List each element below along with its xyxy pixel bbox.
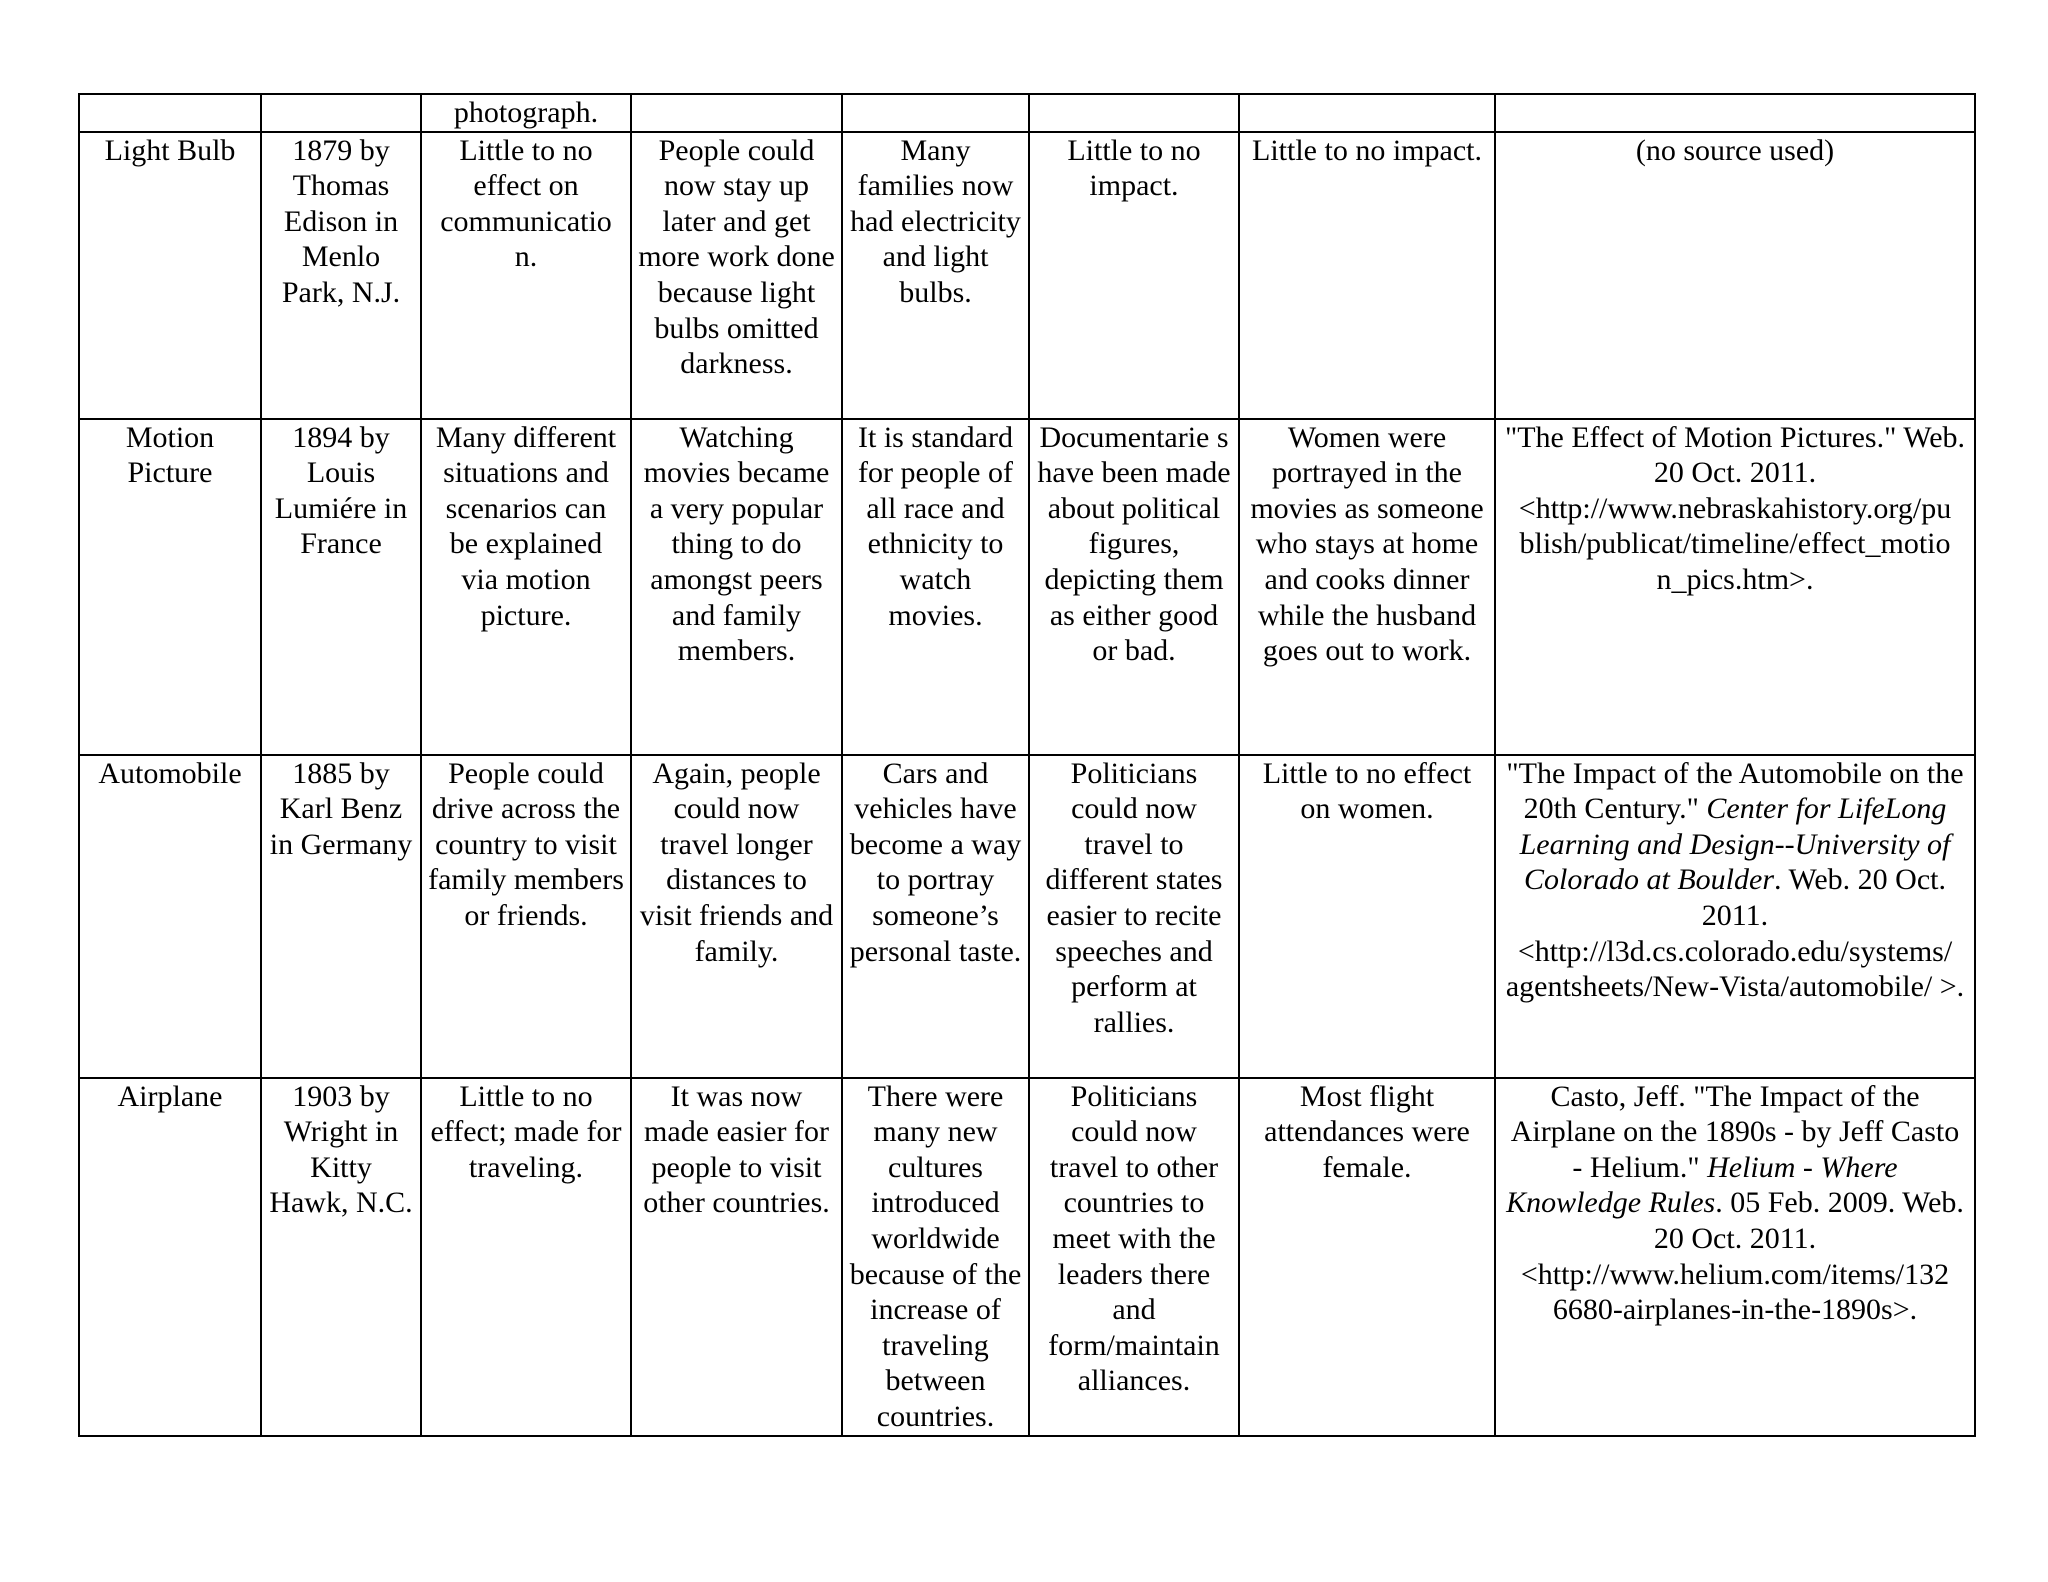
source-title-italic: Center for LifeLong Learning and Design--University of Colorado at Boulder [1519, 792, 1951, 897]
table-cell [79, 94, 261, 132]
source-text: Casto, Jeff. "The Impact of the Airplane on the 1890s - by Jeff Casto - Helium." [1510, 1079, 1960, 1184]
table-cell: It was now made easier for people to visit other countries. [631, 1078, 842, 1436]
table-cell: Politicians could now travel to different states easier to recite speeches and perform at rallies. [1029, 755, 1239, 1078]
table-cell: Documentarie s have been made about political figures, depicting them as either good or bad. [1029, 419, 1239, 755]
invention-name-cell: Light Bulb [79, 132, 261, 419]
table-cell: Little to no impact. [1239, 132, 1495, 419]
invention-name-cell: Automobile [79, 755, 261, 1078]
table-cell: Again, people could now travel longer distances to visit friends and family. [631, 755, 842, 1078]
source-text: . Web. 20 Oct. 2011. <http://l3d.cs.colorado.edu/systems/ agentsheets/New-Vista/automobile/ >. [1505, 863, 1965, 1004]
source-citation [1502, 756, 1968, 1005]
table-row [79, 419, 1975, 755]
table-cell: Little to no effect on communicatio n. [421, 132, 631, 419]
table-cell: photograph. [421, 94, 631, 132]
source-title-italic: Helium - Where Knowledge Rules [1506, 1150, 1898, 1220]
source-cell: "The Effect of Motion Pictures." Web. 20 Oct. 2011. <http://www.nebraskahistory.org/pu blish/publicat/timeline/effect_motio n_pics.htm>. [1495, 419, 1975, 755]
table-cell: People could now stay up later and get more work done because light bulbs omitted darkness. [631, 132, 842, 419]
table-cell: Little to no effect; made for traveling. [421, 1078, 631, 1436]
table-cell [1239, 94, 1495, 132]
invented-by-cell: 1903 by Wright in Kitty Hawk, N.C. [261, 1078, 421, 1436]
table-cell [261, 94, 421, 132]
table-row [79, 1078, 1975, 1436]
table-cell: There were many new cultures introduced worldwide because of the increase of traveling between countries. [842, 1078, 1029, 1436]
table-cell: Cars and vehicles have become a way to portray someone’s personal taste. [842, 755, 1029, 1078]
table-cell: Little to no effect on women. [1239, 755, 1495, 1078]
table-cell: Watching movies became a very popular thing to do amongst peers and family members. [631, 419, 842, 755]
source-cell [1495, 755, 1975, 1078]
table-row [79, 94, 1975, 132]
table-cell: Many families now had electricity and light bulbs. [842, 132, 1029, 419]
source-cell: (no source used) [1495, 132, 1975, 419]
source-citation [1502, 1079, 1968, 1328]
invention-name-cell: Airplane [79, 1078, 261, 1436]
source-cell [1495, 1078, 1975, 1436]
table-cell: People could drive across the country to visit family members or friends. [421, 755, 631, 1078]
inventions-impact-table [78, 93, 1976, 1437]
source-text: "The Impact of the Automobile on the 20th Century." [1506, 756, 1964, 826]
table-cell: Women were portrayed in the movies as someone who stays at home and cooks dinner while the husband goes out to work. [1239, 419, 1495, 755]
table-row [79, 132, 1975, 419]
table-cell [631, 94, 842, 132]
invention-name-cell: Motion Picture [79, 419, 261, 755]
table-row [79, 755, 1975, 1078]
source-text: . 05 Feb. 2009. Web. 20 Oct. 2011. <http://www.helium.com/items/132 6680-airplanes-in-the-1890s>. [1520, 1186, 1964, 1327]
table-cell: It is standard for people of all race and ethnicity to watch movies. [842, 419, 1029, 755]
table-cell [1029, 94, 1239, 132]
invented-by-cell: 1885 by Karl Benz in Germany [261, 755, 421, 1078]
table-cell: Politicians could now travel to other countries to meet with the leaders there and form/maintain alliances. [1029, 1078, 1239, 1436]
invented-by-cell: 1879 by Thomas Edison in Menlo Park, N.J. [261, 132, 421, 419]
table-cell [1495, 94, 1975, 132]
table-cell [842, 94, 1029, 132]
table-cell: Many different situations and scenarios can be explained via motion picture. [421, 419, 631, 755]
table-cell: Most flight attendances were female. [1239, 1078, 1495, 1436]
invented-by-cell: 1894 by Louis Lumiére in France [261, 419, 421, 755]
table-cell: Little to no impact. [1029, 132, 1239, 419]
